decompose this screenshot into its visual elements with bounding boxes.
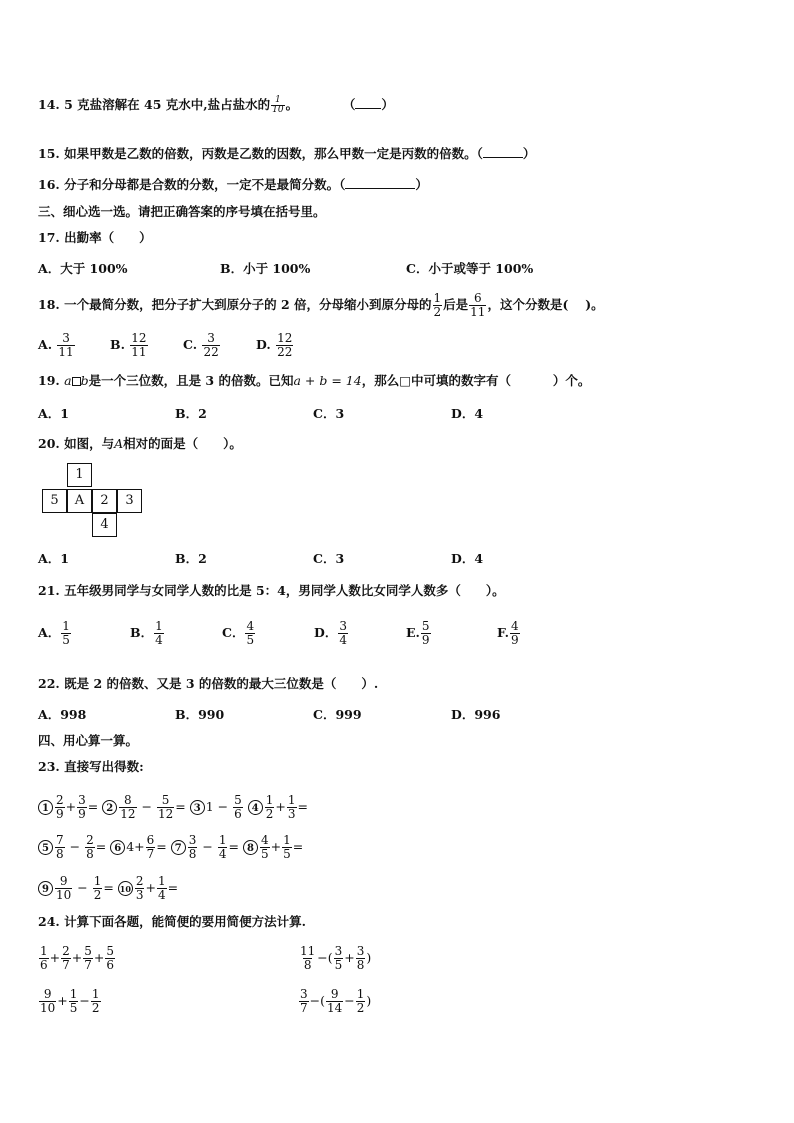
math-symbol: ，那么□中可填的数字有（ ）个。 (361, 373, 591, 388)
denominator: 8 (86, 847, 94, 861)
fraction (39, 988, 56, 1015)
question-19 (38, 372, 590, 390)
question-text: 出勤率（ ） (64, 230, 152, 245)
fraction (77, 794, 87, 821)
fraction (271, 96, 284, 115)
math-symbol: − (344, 993, 355, 1008)
question-23 (38, 758, 144, 776)
denominator: 4 (339, 633, 347, 647)
circled-number: 6 (110, 840, 125, 855)
fraction (39, 945, 49, 972)
denominator: 9 (78, 807, 86, 821)
option-e[interactable] (406, 620, 432, 647)
answer-blank[interactable] (483, 157, 523, 158)
question-number: 24. (38, 914, 60, 929)
option-d[interactable]: D．996 (451, 707, 501, 722)
net-face: 1 (67, 463, 92, 487)
fraction (55, 794, 65, 821)
numerator: 5 (106, 944, 115, 958)
question-17 (38, 229, 152, 247)
denominator: 5 (246, 633, 255, 647)
math-symbol: = (292, 839, 304, 854)
circled-number: 9 (38, 881, 53, 896)
option-b[interactable]: B．小于 100% (220, 261, 311, 276)
fraction (146, 834, 156, 861)
math-symbol: F. (497, 625, 509, 640)
numerator: 1 (283, 833, 291, 847)
denominator: 10 (56, 888, 72, 902)
numerator: 3 (188, 833, 197, 847)
question-text: 5 克盐溶解在 45 克水中,盐占盐水的 (64, 97, 271, 112)
fraction (57, 332, 74, 359)
question-text: 如果甲数是乙数的倍数，丙数是乙数的因数，那么甲数一定是丙数的倍数。（ (64, 146, 483, 161)
denominator: 12 (157, 807, 174, 821)
circled-number: 7 (171, 840, 186, 855)
numerator: 3 (78, 793, 86, 807)
numerator: 1 (274, 95, 281, 105)
numerator: 6 (146, 833, 155, 847)
answer-blank[interactable] (355, 108, 381, 109)
empty-box-icon (72, 377, 81, 386)
fraction (334, 945, 344, 972)
fraction (338, 620, 348, 647)
option-c[interactable] (222, 620, 256, 647)
numerator: 9 (43, 987, 52, 1001)
numerator: 3 (339, 619, 347, 633)
question-24 (38, 913, 306, 931)
question-number: 19. (38, 373, 60, 388)
math-symbol: − (69, 839, 81, 854)
numerator: 5 (421, 619, 430, 633)
question-number: 17. (38, 230, 60, 245)
numerator: 1 (93, 874, 102, 888)
numerator: 1 (218, 833, 227, 847)
math-symbol: 后是 (443, 297, 469, 312)
math-symbol: = (87, 799, 99, 814)
denominator: 6 (40, 958, 48, 972)
denominator: 7 (62, 958, 70, 972)
fraction (326, 988, 343, 1015)
fraction (260, 834, 270, 861)
net-face: 3 (117, 489, 142, 513)
math-symbol: − (317, 950, 328, 965)
fraction (265, 794, 275, 821)
math-symbol: = (297, 799, 308, 814)
math-symbol: + (134, 839, 145, 854)
fraction (299, 988, 309, 1015)
net-face: 4 (92, 513, 117, 537)
option-a[interactable]: A．1 (38, 406, 69, 421)
numerator: 2 (56, 793, 64, 807)
math-symbol: ） (381, 97, 394, 112)
fraction (356, 945, 366, 972)
numerator: 3 (62, 331, 70, 345)
fraction (299, 945, 316, 972)
option-d[interactable] (314, 620, 349, 647)
math-symbol: ) (366, 993, 372, 1008)
numerator: 7 (56, 833, 64, 847)
math-symbol: a + b = 14 (293, 373, 362, 388)
fraction (130, 332, 147, 359)
denominator: 22 (277, 345, 293, 359)
math-symbol: = (228, 839, 239, 854)
option-d[interactable]: D．4 (451, 406, 484, 421)
fraction (154, 620, 164, 647)
numerator: 3 (207, 331, 215, 345)
math-symbol: ） (415, 177, 428, 192)
denominator: 8 (188, 847, 197, 861)
denominator: 22 (203, 345, 219, 359)
fraction (55, 875, 72, 902)
math-symbol: ，这个分数是( )。 (487, 297, 604, 312)
option-b[interactable] (130, 620, 165, 647)
section-heading-3: 三、细心选一选。请把正确答案的序号填在括号里。 (38, 204, 326, 219)
fraction (85, 834, 95, 861)
question-number: 16. (38, 177, 60, 192)
math-symbol: − (202, 839, 213, 854)
numerator: 3 (334, 944, 343, 958)
option-f[interactable] (497, 620, 521, 647)
denominator: 4 (157, 888, 166, 902)
math-symbol: − (79, 993, 90, 1008)
denominator: 7 (300, 1001, 308, 1015)
fraction (287, 794, 297, 821)
option-c[interactable]: C．999 (313, 707, 362, 722)
circled-number: 5 (38, 840, 53, 855)
fraction (233, 794, 243, 821)
numerator: 12 (277, 331, 293, 345)
denominator: 5 (69, 1001, 78, 1015)
math-symbol: D. (256, 337, 271, 352)
cube-net-figure (42, 463, 162, 539)
math-symbol: ) (366, 950, 372, 965)
numerator: 5 (234, 793, 242, 807)
fraction (61, 945, 71, 972)
math-symbol: + (344, 950, 355, 965)
net-face: A (67, 489, 92, 513)
fraction (83, 945, 93, 972)
math-symbol: + (65, 799, 77, 814)
numerator: 1 (40, 944, 48, 958)
net-face: 2 (92, 489, 117, 513)
option-a[interactable] (38, 620, 72, 647)
math-symbol: + (71, 950, 83, 965)
numerator: 1 (155, 619, 163, 633)
option-a[interactable]: A．998 (38, 707, 87, 722)
numerator: 9 (330, 987, 339, 1001)
math-symbol: 是一个三位数，且是 3 的倍数。已知 (88, 373, 294, 388)
question-number: 15. (38, 146, 60, 161)
fraction (282, 834, 292, 861)
math-symbol: 1 (205, 799, 214, 814)
math-symbol: + (275, 799, 286, 814)
math-symbol: B． (130, 625, 154, 640)
option-c[interactable]: C．3 (313, 406, 345, 421)
fraction (91, 988, 101, 1015)
numerator: 1 (62, 619, 70, 633)
question-20 (38, 435, 242, 453)
option-d[interactable] (256, 332, 294, 359)
denominator: 7 (146, 847, 155, 861)
numerator: 2 (86, 833, 94, 847)
option-a[interactable] (38, 332, 76, 359)
math-symbol: A. (38, 337, 53, 352)
math-symbol: B. (110, 337, 125, 352)
fraction (157, 875, 167, 902)
question-number: 21. (38, 583, 60, 598)
numerator: 4 (510, 619, 519, 633)
denominator: 5 (283, 847, 291, 861)
question-text: 分子和分母都是合数的分数，一定不是最简分数。（ (64, 177, 346, 192)
denominator: 7 (84, 958, 92, 972)
question-text: 计算下面各题，能简便的要用简便方法计算. (64, 914, 306, 929)
circled-number: 2 (102, 800, 117, 815)
denominator: 12 (120, 807, 136, 821)
fraction (135, 875, 145, 902)
numerator: 4 (246, 619, 255, 633)
mental-math-row-1 (38, 792, 308, 822)
question-14 (38, 96, 394, 115)
math-symbol: − (141, 799, 152, 814)
numerator: 3 (356, 944, 365, 958)
net-face: 5 (42, 489, 67, 513)
numerator: 1 (287, 793, 296, 807)
fraction (510, 620, 520, 647)
denominator: 4 (218, 847, 227, 861)
numerator: 6 (473, 291, 482, 305)
option-b[interactable] (110, 332, 149, 359)
denominator: 5 (260, 847, 269, 861)
question-16 (38, 176, 428, 194)
option-c[interactable]: C．小于或等于 100% (406, 261, 534, 276)
denominator: 11 (470, 305, 486, 319)
math-symbol: ( (320, 993, 326, 1008)
option-a[interactable]: A．大于 100% (38, 261, 128, 276)
question-text: 既是 2 的倍数、又是 3 的倍数的最大三位数是（ ）. (64, 676, 379, 691)
numerator: 12 (131, 331, 147, 345)
numerator: 1 (433, 291, 442, 305)
question-text: 一个最简分数，把分子扩大到原分子的 2 倍，分母缩小到原分母的 (64, 297, 432, 312)
answer-blank[interactable] (345, 188, 415, 189)
section-heading-4: 四、用心算一算。 (38, 733, 139, 748)
math-symbol: = (95, 839, 107, 854)
math-symbol: （ (342, 97, 356, 112)
math-symbol: D． (314, 625, 338, 640)
numerator: 2 (62, 944, 70, 958)
question-22 (38, 675, 378, 693)
question-18 (38, 292, 604, 319)
denominator: 3 (135, 888, 144, 902)
denominator: 4 (155, 633, 163, 647)
fraction (69, 988, 79, 1015)
math-symbol: A． (38, 625, 61, 640)
math-symbol: E. (406, 625, 420, 640)
question-21 (38, 582, 505, 600)
math-symbol: + (93, 950, 105, 965)
math-symbol: + (49, 950, 61, 965)
math-symbol: b (80, 373, 89, 388)
numerator: 11 (300, 944, 316, 958)
numerator: 5 (161, 793, 170, 807)
denominator: 14 (327, 1001, 343, 1015)
fraction (61, 620, 71, 647)
denominator: 10 (272, 105, 284, 115)
expression-1 (38, 941, 116, 975)
math-symbol: 如图，与 (64, 436, 115, 451)
circled-number: 10 (118, 881, 133, 896)
fraction (433, 292, 443, 319)
denominator: 9 (510, 633, 519, 647)
expression-2 (298, 941, 371, 975)
denominator: 8 (356, 958, 365, 972)
math-symbol: ） (522, 146, 536, 161)
math-symbol: + (270, 839, 282, 854)
question-number: 20. (38, 436, 60, 451)
expression-4 (298, 984, 371, 1018)
math-symbol: 4 (126, 839, 135, 854)
numerator: 3 (300, 987, 308, 1001)
question-15 (38, 145, 535, 163)
question-number: 23. (38, 759, 60, 774)
fraction (157, 794, 174, 821)
circled-number: 1 (38, 800, 53, 815)
option-c[interactable]: C．3 (313, 551, 345, 566)
numerator: 1 (356, 987, 365, 1001)
denominator: 2 (91, 1001, 100, 1015)
math-symbol: ( (327, 950, 333, 965)
fraction (469, 292, 486, 319)
denominator: 8 (56, 847, 64, 861)
fraction (421, 620, 431, 647)
denominator: 9 (56, 807, 64, 821)
question-number: 18. (38, 297, 60, 312)
denominator: 2 (433, 305, 442, 319)
circled-number: 8 (243, 840, 258, 855)
fraction (202, 332, 219, 359)
denominator: 8 (303, 958, 312, 972)
fraction (119, 794, 136, 821)
option-b[interactable]: B．990 (175, 707, 225, 722)
option-d[interactable]: D．4 (451, 551, 484, 566)
question-number: 22. (38, 676, 60, 691)
math-symbol: A (114, 436, 124, 451)
math-symbol: = (156, 839, 167, 854)
math-symbol: 。 (285, 97, 299, 112)
question-text: 五年级男同学与女同学人数的比是 5：4，男同学人数比女同学人数多（ ）。 (64, 583, 505, 598)
denominator: 3 (287, 807, 296, 821)
fraction (93, 875, 103, 902)
denominator: 9 (421, 633, 430, 647)
math-symbol: − (309, 993, 321, 1008)
circled-number: 4 (248, 800, 263, 815)
math-symbol: + (57, 993, 68, 1008)
fraction (356, 988, 366, 1015)
math-symbol: − (217, 799, 229, 814)
denominator: 2 (265, 807, 274, 821)
math-symbol: = (167, 880, 179, 895)
fraction (105, 945, 115, 972)
math-symbol: a (64, 373, 72, 388)
denominator: 2 (356, 1001, 365, 1015)
option-b[interactable]: B．2 (175, 551, 207, 566)
numerator: 1 (157, 874, 166, 888)
math-symbol: 相对的面是（ ）。 (123, 436, 242, 451)
fraction (245, 620, 255, 647)
numerator: 1 (265, 793, 274, 807)
math-symbol: + (145, 880, 156, 895)
denominator: 5 (334, 958, 343, 972)
denominator: 6 (106, 958, 115, 972)
math-symbol: = (175, 799, 186, 814)
fraction (188, 834, 198, 861)
denominator: 6 (234, 807, 242, 821)
denominator: 10 (40, 1001, 56, 1015)
numerator: 5 (84, 944, 92, 958)
numerator: 4 (260, 833, 269, 847)
fraction (55, 834, 65, 861)
option-a[interactable]: A．1 (38, 551, 69, 566)
fraction (276, 332, 293, 359)
question-number: 14. (38, 97, 60, 112)
numerator: 8 (124, 793, 132, 807)
math-symbol: − (77, 880, 88, 895)
circled-number: 3 (190, 800, 205, 815)
numerator: 2 (135, 874, 144, 888)
numerator: 9 (59, 874, 68, 888)
denominator: 2 (93, 888, 102, 902)
mental-math-row-2 (38, 832, 303, 862)
fraction (218, 834, 228, 861)
numerator: 1 (91, 987, 100, 1001)
numerator: 1 (69, 987, 78, 1001)
math-symbol: = (103, 880, 114, 895)
denominator: 11 (131, 345, 147, 359)
option-c[interactable] (183, 332, 221, 359)
option-b[interactable]: B．2 (175, 406, 207, 421)
question-text: 直接写出得数: (64, 759, 144, 774)
math-symbol: C． (222, 625, 245, 640)
mental-math-row-3 (38, 873, 178, 903)
expression-3 (38, 984, 102, 1018)
math-symbol: C. (183, 337, 198, 352)
denominator: 11 (58, 345, 74, 359)
denominator: 5 (62, 633, 70, 647)
